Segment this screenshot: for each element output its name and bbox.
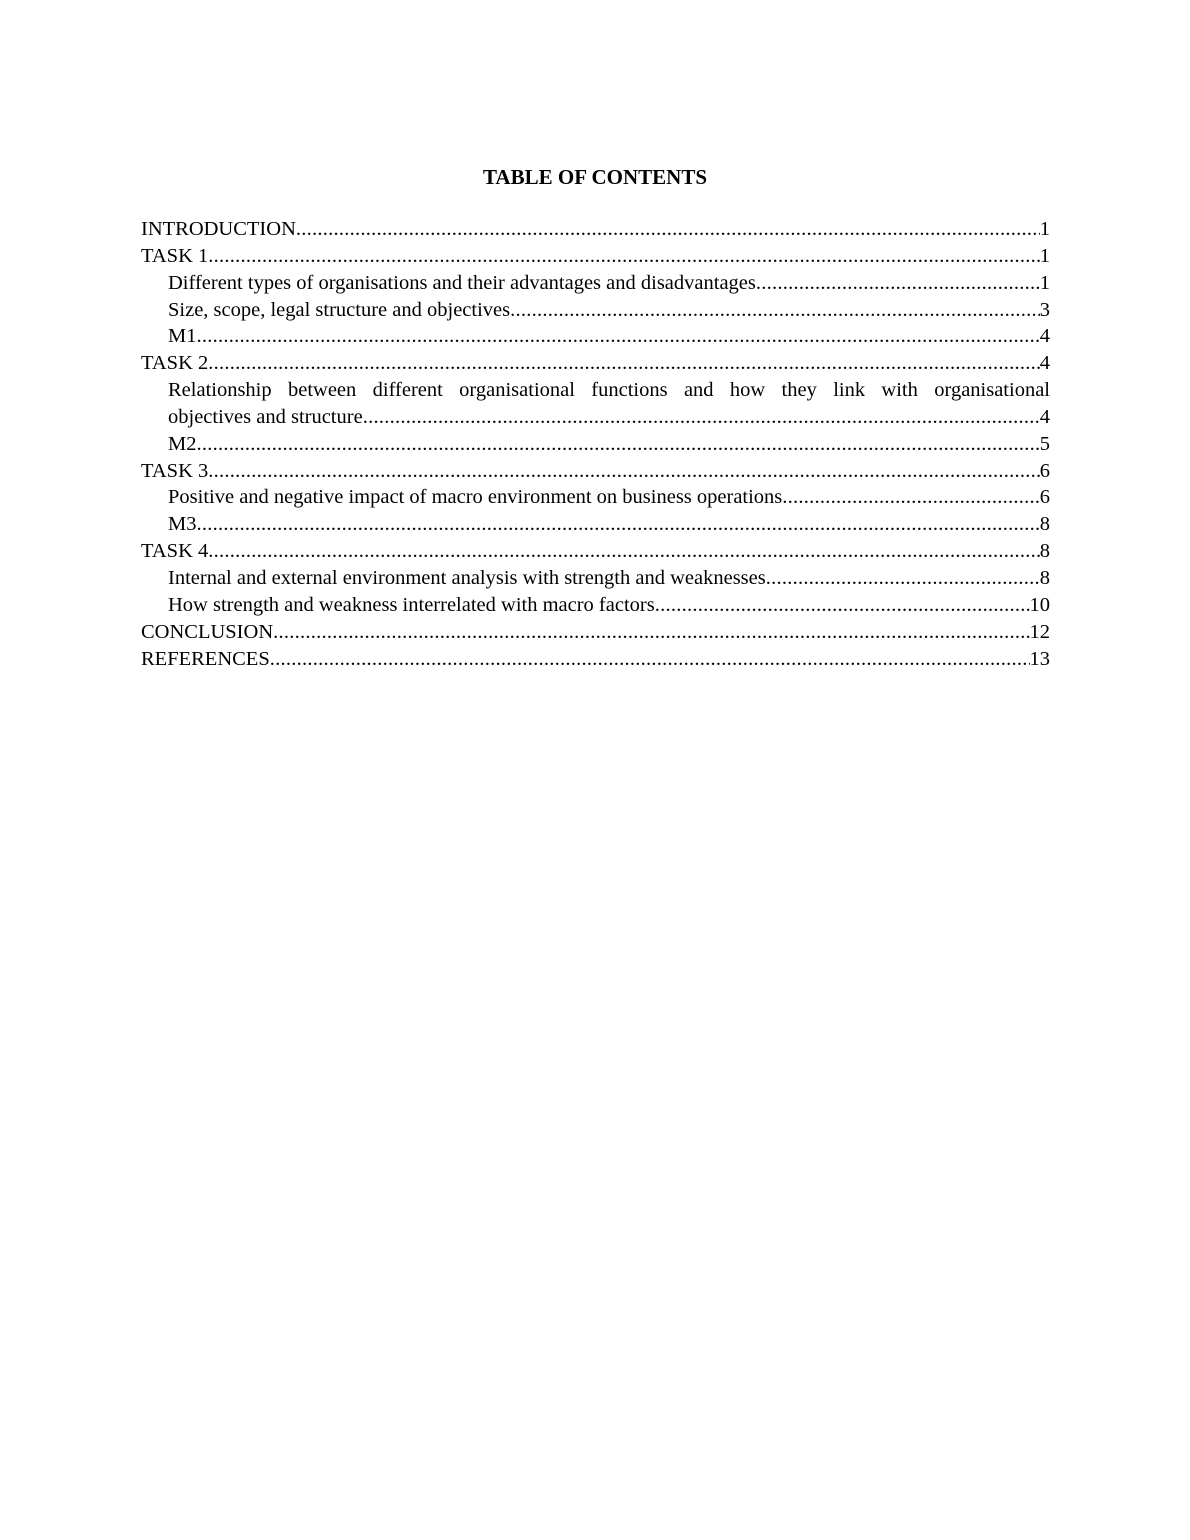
- toc-entry-label: Positive and negative impact of macro environment on business operations: [168, 486, 783, 509]
- dot-leader: [208, 458, 1039, 485]
- toc-entry-label: How strength and weakness interrelated with macro factors: [168, 593, 655, 616]
- toc-page-number: 3: [1039, 298, 1050, 321]
- toc-entry-m1[interactable]: [141, 323, 1050, 350]
- dot-leader: [196, 511, 1039, 538]
- toc-entry-conclusion[interactable]: [141, 619, 1050, 646]
- toc-entry-size-scope[interactable]: [141, 297, 1050, 324]
- dot-leader: [655, 592, 1030, 619]
- dot-leader: [296, 216, 1040, 243]
- dot-leader: [196, 323, 1039, 350]
- page-title: TABLE OF CONTENTS: [482, 165, 708, 189]
- toc-entry-label: Size, scope, legal structure and objectives: [168, 298, 511, 321]
- toc-entry-task-4[interactable]: [141, 538, 1050, 565]
- toc-entry-label: INTRODUCTION: [141, 218, 296, 240]
- dot-leader: [270, 646, 1030, 673]
- toc-entry-label: M1: [168, 325, 197, 348]
- toc-entry-label: TASK 1: [141, 244, 209, 267]
- toc-entry-introduction[interactable]: [141, 216, 1050, 243]
- dot-leader: [363, 404, 1040, 431]
- dot-leader: [766, 565, 1040, 592]
- toc-entry-label: CONCLUSION: [141, 620, 274, 643]
- toc-entry-label: Internal and external environment analysis with strength and weaknesses: [168, 566, 766, 589]
- toc-page-number: 8: [1039, 513, 1050, 536]
- toc-page-number: 5: [1039, 432, 1050, 455]
- toc-page-number: 8: [1039, 540, 1050, 563]
- toc-entry-relationship-functions[interactable]: [141, 377, 1050, 431]
- toc-page-number: 6: [1039, 486, 1050, 509]
- toc-page-number: 1: [1039, 244, 1050, 267]
- toc-entry-label: TASK 3: [141, 459, 209, 482]
- toc-entry-references[interactable]: [141, 646, 1050, 673]
- toc-entry-label: TASK 2: [141, 352, 209, 375]
- toc-entry-macro-environment-impact[interactable]: [141, 484, 1050, 511]
- toc-entry-task-2[interactable]: [141, 350, 1050, 377]
- dot-leader: [510, 297, 1040, 324]
- table-of-contents: [141, 216, 1050, 672]
- dot-leader: [208, 243, 1039, 270]
- toc-entry-label: M2: [168, 432, 197, 455]
- dot-leader: [196, 431, 1039, 458]
- toc-entry-label-line-1: Relationship between different organisational functions and how they link with organisational: [168, 379, 1050, 402]
- toc-entry-task-1[interactable]: [141, 243, 1050, 270]
- toc-entry-label: Different types of organisations and their advantages and disadvantages: [168, 271, 756, 294]
- toc-page-number: 4: [1039, 352, 1050, 375]
- toc-page-number: 4: [1039, 405, 1050, 428]
- toc-page-number: 12: [1029, 620, 1050, 643]
- toc-page-number: 8: [1039, 566, 1050, 589]
- toc-page-number: 1: [1039, 218, 1050, 240]
- toc-entry-m2[interactable]: [141, 431, 1050, 458]
- toc-entry-task-3[interactable]: [141, 458, 1050, 485]
- toc-page-number: 1: [1039, 271, 1050, 294]
- toc-page-number: 13: [1029, 647, 1050, 670]
- dot-leader: [782, 484, 1039, 511]
- dot-leader: [756, 270, 1040, 297]
- dot-leader: [208, 538, 1039, 565]
- toc-page-number: 4: [1039, 325, 1050, 348]
- toc-entry-label: REFERENCES: [141, 647, 270, 670]
- toc-entry-m3[interactable]: [141, 511, 1050, 538]
- toc-entry-strength-weakness-macro[interactable]: [141, 592, 1050, 619]
- toc-entry-environment-analysis[interactable]: [141, 565, 1050, 592]
- toc-page-number: 6: [1039, 459, 1050, 482]
- toc-entry-types-of-organisations[interactable]: [141, 270, 1050, 297]
- toc-entry-label-line-2: objectives and structure: [168, 405, 363, 428]
- toc-page-number: 10: [1029, 593, 1050, 616]
- dot-leader: [273, 619, 1029, 646]
- dot-leader: [208, 350, 1039, 377]
- toc-entry-label: M3: [168, 513, 197, 536]
- toc-entry-label: TASK 4: [141, 540, 209, 563]
